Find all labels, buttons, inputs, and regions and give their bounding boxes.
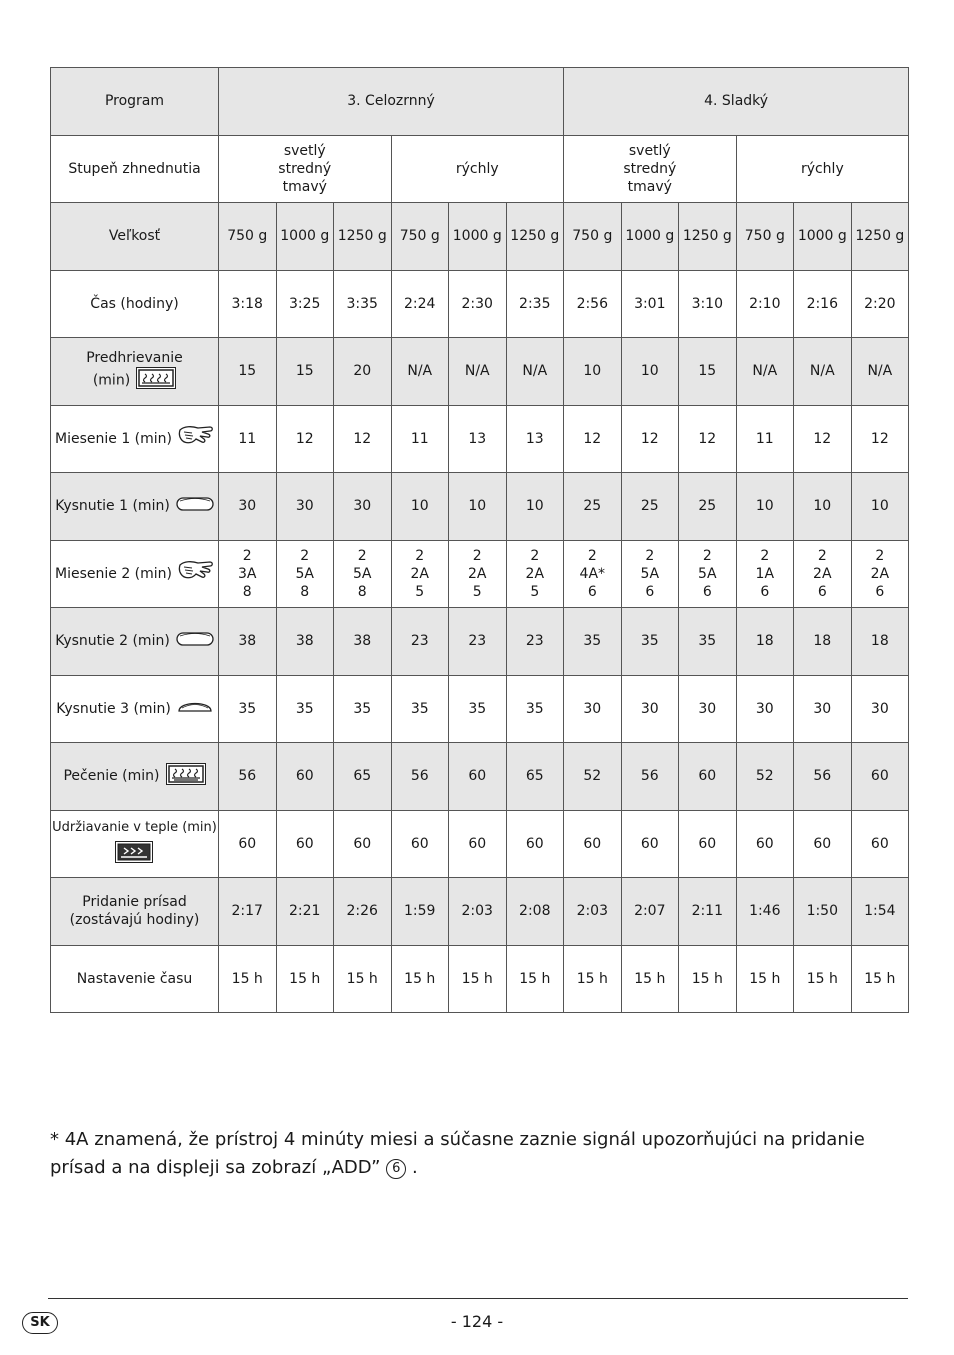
table-cell: 15 xyxy=(276,338,334,406)
table-row xyxy=(51,675,909,743)
table-cell: N/A xyxy=(794,338,852,406)
table-cell: 60 xyxy=(564,810,622,878)
table-cell: 60 xyxy=(679,810,737,878)
table-row xyxy=(51,540,909,608)
table-cell: 35 xyxy=(621,608,679,676)
table-row xyxy=(51,338,909,406)
table-cell: 1:59 xyxy=(391,878,449,946)
row-label: Udržiavanie v teple (min) xyxy=(51,810,219,878)
browning-levels-2: svetlý stredný tmavý xyxy=(564,135,737,203)
row-label: Pridanie prísad (zostávajú hodiny) xyxy=(51,878,219,946)
table-cell: 15 h xyxy=(679,945,737,1013)
table-cell: 10 xyxy=(506,473,564,541)
table-cell: 25 xyxy=(679,473,737,541)
table-cell: 3:35 xyxy=(334,270,392,338)
table-cell: 60 xyxy=(334,810,392,878)
table-cell: 18 xyxy=(736,608,794,676)
table-cell: 2 2A 5 xyxy=(391,540,449,608)
table-row xyxy=(51,473,909,541)
table-cell: 60 xyxy=(679,743,737,811)
table-cell: 10 xyxy=(621,338,679,406)
table-cell: 65 xyxy=(506,743,564,811)
table-cell: 2:10 xyxy=(736,270,794,338)
heating-icon xyxy=(136,367,176,394)
table-cell: 750 g xyxy=(391,203,449,271)
table-cell: 65 xyxy=(334,743,392,811)
table-cell: 12 xyxy=(851,405,909,473)
table-cell: 30 xyxy=(851,675,909,743)
table-cell: 23 xyxy=(506,608,564,676)
row-label: Miesenie 1 (min) xyxy=(51,405,219,473)
row-label: Pečenie (min) xyxy=(51,743,219,811)
browning-row xyxy=(51,135,909,203)
table-cell: 2:30 xyxy=(449,270,507,338)
table-cell: 2 2A 5 xyxy=(506,540,564,608)
page-number: - 124 - xyxy=(450,1312,504,1331)
table-cell: 750 g xyxy=(736,203,794,271)
table-cell: 2 2A 5 xyxy=(449,540,507,608)
table-cell: 15 h xyxy=(276,945,334,1013)
row-label: Miesenie 2 (min) xyxy=(51,540,219,608)
table-cell: 23 xyxy=(391,608,449,676)
table-cell: 3:01 xyxy=(621,270,679,338)
table-cell: 60 xyxy=(736,810,794,878)
table-cell: 60 xyxy=(449,810,507,878)
dough-dome-icon xyxy=(177,697,213,720)
baking-icon xyxy=(166,763,206,790)
table-cell: 60 xyxy=(621,810,679,878)
table-cell: 3:18 xyxy=(219,270,277,338)
table-row xyxy=(51,743,909,811)
table-cell: 35 xyxy=(391,675,449,743)
table-cell: 1000 g xyxy=(449,203,507,271)
table-row xyxy=(51,810,909,878)
table-cell: N/A xyxy=(506,338,564,406)
table-cell: 10 xyxy=(564,338,622,406)
table-cell: 2 5A 8 xyxy=(276,540,334,608)
table-cell: 2:11 xyxy=(679,878,737,946)
table-cell: 2 5A 6 xyxy=(679,540,737,608)
table-cell: 56 xyxy=(391,743,449,811)
table-cell: 23 xyxy=(449,608,507,676)
table-cell: 18 xyxy=(794,608,852,676)
table-cell: 11 xyxy=(219,405,277,473)
table-cell: 30 xyxy=(794,675,852,743)
table-row xyxy=(51,405,909,473)
table-cell: 35 xyxy=(679,608,737,676)
footnote-end: . xyxy=(411,1157,418,1178)
program-celozrnny: 3. Celozrnný xyxy=(219,68,564,136)
row-label: Kysnutie 3 (min) xyxy=(51,675,219,743)
table-cell: 15 h xyxy=(736,945,794,1013)
row-label: Nastavenie času xyxy=(51,945,219,1013)
program-table xyxy=(50,67,909,1013)
table-cell: N/A xyxy=(391,338,449,406)
table-cell: 12 xyxy=(276,405,334,473)
language-badge: SK xyxy=(22,1312,58,1334)
table-row xyxy=(51,945,909,1013)
table-cell: 2 5A 8 xyxy=(334,540,392,608)
row-label: Kysnutie 2 (min) xyxy=(51,608,219,676)
table-cell: 11 xyxy=(736,405,794,473)
table-cell: 30 xyxy=(334,473,392,541)
table-cell: 2 4A* 6 xyxy=(564,540,622,608)
table-cell: 30 xyxy=(621,675,679,743)
table-cell: 2:24 xyxy=(391,270,449,338)
table-cell: 15 h xyxy=(794,945,852,1013)
table-cell: 2:07 xyxy=(621,878,679,946)
table-cell: 12 xyxy=(794,405,852,473)
table-cell: 2 1A 6 xyxy=(736,540,794,608)
program-label: Program xyxy=(51,68,219,136)
table-cell: 10 xyxy=(391,473,449,541)
footnote-text: * 4A znamená, že prístroj 4 minúty miesi a súčasne zaznie signál upozorňujúci na pridanie prísad a na displeji sa zobrazí „ADD” xyxy=(50,1129,865,1178)
table-cell: 10 xyxy=(794,473,852,541)
table-row xyxy=(51,608,909,676)
table-cell: 30 xyxy=(564,675,622,743)
table-cell: 12 xyxy=(334,405,392,473)
table-cell: 35 xyxy=(334,675,392,743)
table-cell: 13 xyxy=(449,405,507,473)
table-cell: 2:08 xyxy=(506,878,564,946)
table-cell: 13 xyxy=(506,405,564,473)
table-cell: 10 xyxy=(851,473,909,541)
table-cell: 52 xyxy=(736,743,794,811)
table-cell: 60 xyxy=(449,743,507,811)
table-cell: 15 h xyxy=(621,945,679,1013)
table-cell: 60 xyxy=(506,810,564,878)
table-cell: N/A xyxy=(851,338,909,406)
table-cell: 35 xyxy=(219,675,277,743)
row-label: Kysnutie 1 (min) xyxy=(51,473,219,541)
footnote xyxy=(50,1126,910,1182)
table-cell: 38 xyxy=(219,608,277,676)
browning-levels-1: svetlý stredný tmavý xyxy=(219,135,392,203)
table-cell: 60 xyxy=(219,810,277,878)
table-cell: 15 h xyxy=(564,945,622,1013)
table-cell: 750 g xyxy=(219,203,277,271)
table-cell: 2 2A 6 xyxy=(794,540,852,608)
table-cell: 15 h xyxy=(449,945,507,1013)
table-cell: 15 h xyxy=(851,945,909,1013)
table-cell: 35 xyxy=(506,675,564,743)
table-cell: 2 5A 6 xyxy=(621,540,679,608)
table-cell: 15 h xyxy=(334,945,392,1013)
table-cell: 2:20 xyxy=(851,270,909,338)
kneading-icon xyxy=(178,559,214,588)
browning-fast-1: rýchly xyxy=(391,135,564,203)
dough-rise-icon xyxy=(176,495,214,518)
table-cell: 60 xyxy=(794,810,852,878)
program-sladky: 4. Sladký xyxy=(564,68,909,136)
table-cell: 30 xyxy=(276,473,334,541)
table-cell: 56 xyxy=(219,743,277,811)
table-cell: 60 xyxy=(276,743,334,811)
table-cell: 12 xyxy=(679,405,737,473)
kneading-icon xyxy=(178,424,214,453)
table-cell: 10 xyxy=(736,473,794,541)
table-cell: 30 xyxy=(219,473,277,541)
table-cell: 35 xyxy=(449,675,507,743)
table-cell: 12 xyxy=(564,405,622,473)
table-cell: 38 xyxy=(334,608,392,676)
table-cell: 15 xyxy=(679,338,737,406)
table-cell: 25 xyxy=(564,473,622,541)
table-cell: 3:10 xyxy=(679,270,737,338)
table-cell: 25 xyxy=(621,473,679,541)
table-cell: 2:56 xyxy=(564,270,622,338)
table-cell: 2:21 xyxy=(276,878,334,946)
table-cell: 12 xyxy=(621,405,679,473)
keep-warm-icon xyxy=(115,841,153,868)
table-cell: 1:50 xyxy=(794,878,852,946)
table-cell: 38 xyxy=(276,608,334,676)
footer-rule xyxy=(48,1298,908,1299)
table-cell: 2:26 xyxy=(334,878,392,946)
table-row xyxy=(51,203,909,271)
table-cell: 60 xyxy=(391,810,449,878)
table-cell: 35 xyxy=(564,608,622,676)
table-cell: 15 h xyxy=(219,945,277,1013)
table-cell: 1000 g xyxy=(621,203,679,271)
row-label: Veľkosť xyxy=(51,203,219,271)
table-cell: 60 xyxy=(276,810,334,878)
table-cell: 1:46 xyxy=(736,878,794,946)
table-cell: 3:25 xyxy=(276,270,334,338)
table-cell: 35 xyxy=(276,675,334,743)
table-cell: 15 h xyxy=(391,945,449,1013)
table-row xyxy=(51,270,909,338)
table-cell: 1000 g xyxy=(794,203,852,271)
table-cell: 2:16 xyxy=(794,270,852,338)
table-cell: 1250 g xyxy=(334,203,392,271)
table-cell: 2 3A 8 xyxy=(219,540,277,608)
table-cell: 11 xyxy=(391,405,449,473)
table-cell: 10 xyxy=(449,473,507,541)
table-cell: N/A xyxy=(736,338,794,406)
table-cell: 30 xyxy=(679,675,737,743)
table-cell: 2:03 xyxy=(449,878,507,946)
row-label: Čas (hodiny) xyxy=(51,270,219,338)
table-cell: 1000 g xyxy=(276,203,334,271)
table-cell: 56 xyxy=(621,743,679,811)
table-cell: 2:17 xyxy=(219,878,277,946)
dough-rise-icon xyxy=(176,630,214,653)
table-cell: 1250 g xyxy=(679,203,737,271)
row-label: Predhrievanie (min) xyxy=(51,338,219,406)
table-cell: 750 g xyxy=(564,203,622,271)
table-cell: 56 xyxy=(794,743,852,811)
table-cell: 20 xyxy=(334,338,392,406)
table-cell: N/A xyxy=(449,338,507,406)
circled-number-marker: 6 xyxy=(386,1159,406,1179)
table-cell: 15 xyxy=(219,338,277,406)
table-cell: 52 xyxy=(564,743,622,811)
table-cell: 2 2A 6 xyxy=(851,540,909,608)
browning-label: Stupeň zhnednutia xyxy=(51,135,219,203)
table-cell: 18 xyxy=(851,608,909,676)
table-cell: 60 xyxy=(851,810,909,878)
table-cell: 2:03 xyxy=(564,878,622,946)
table-cell: 15 h xyxy=(506,945,564,1013)
browning-fast-2: rýchly xyxy=(736,135,909,203)
table-cell: 1250 g xyxy=(506,203,564,271)
table-cell: 1:54 xyxy=(851,878,909,946)
program-row xyxy=(51,68,909,136)
table-cell: 1250 g xyxy=(851,203,909,271)
table-cell: 30 xyxy=(736,675,794,743)
table-cell: 2:35 xyxy=(506,270,564,338)
table-row xyxy=(51,878,909,946)
table-cell: 60 xyxy=(851,743,909,811)
